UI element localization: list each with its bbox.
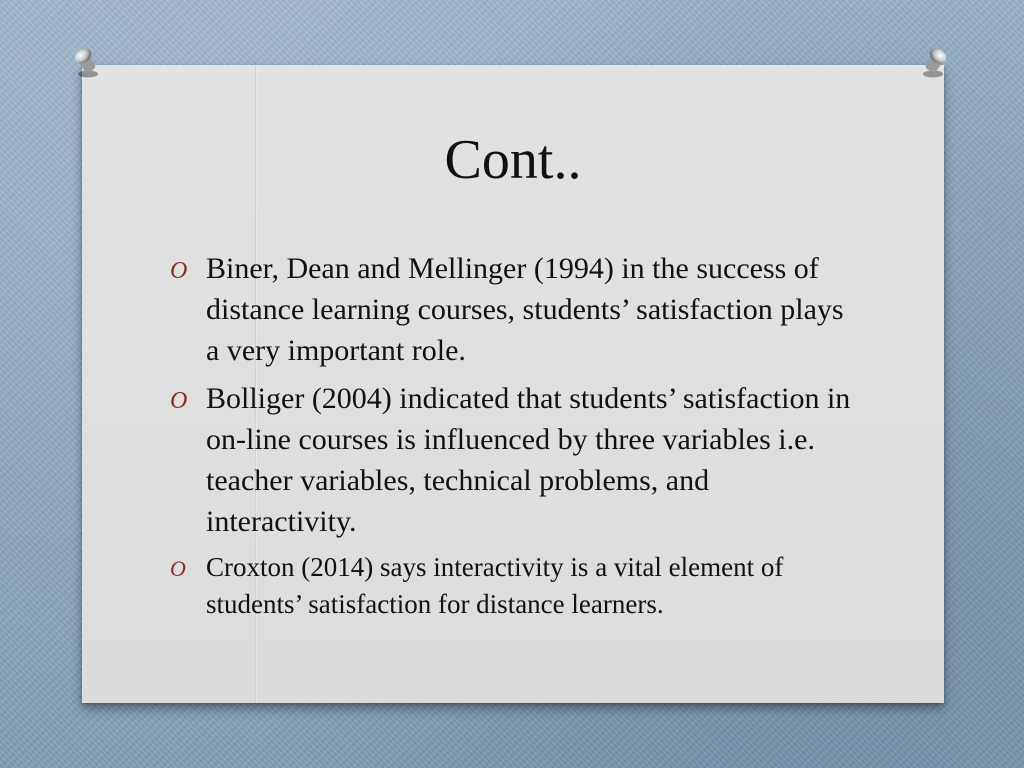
list-item xyxy=(170,549,860,623)
bullet-icon: O xyxy=(170,556,186,581)
bullet-icon: O xyxy=(170,258,188,284)
list-item xyxy=(170,248,860,371)
bullet-icon: O xyxy=(170,388,188,414)
bullet-list xyxy=(170,248,860,623)
thumbtack-icon xyxy=(917,46,951,80)
thumbtack-icon xyxy=(70,46,104,80)
slide-title: Cont.. xyxy=(444,129,582,191)
bullet-text: Croxton (2014) says interactivity is a vital element of students’ satisfaction for distance learners. xyxy=(206,552,784,619)
bullet-text: Biner, Dean and Mellinger (1994) in the success of distance learning courses, students’ satisfaction plays a very important role. xyxy=(206,252,844,367)
bullet-text: Bolliger (2004) indicated that students’ satisfaction in on-line courses is influenced by three variables i.e. teacher variables, technical problems, and interactivity. xyxy=(206,382,851,538)
list-item xyxy=(170,378,860,542)
